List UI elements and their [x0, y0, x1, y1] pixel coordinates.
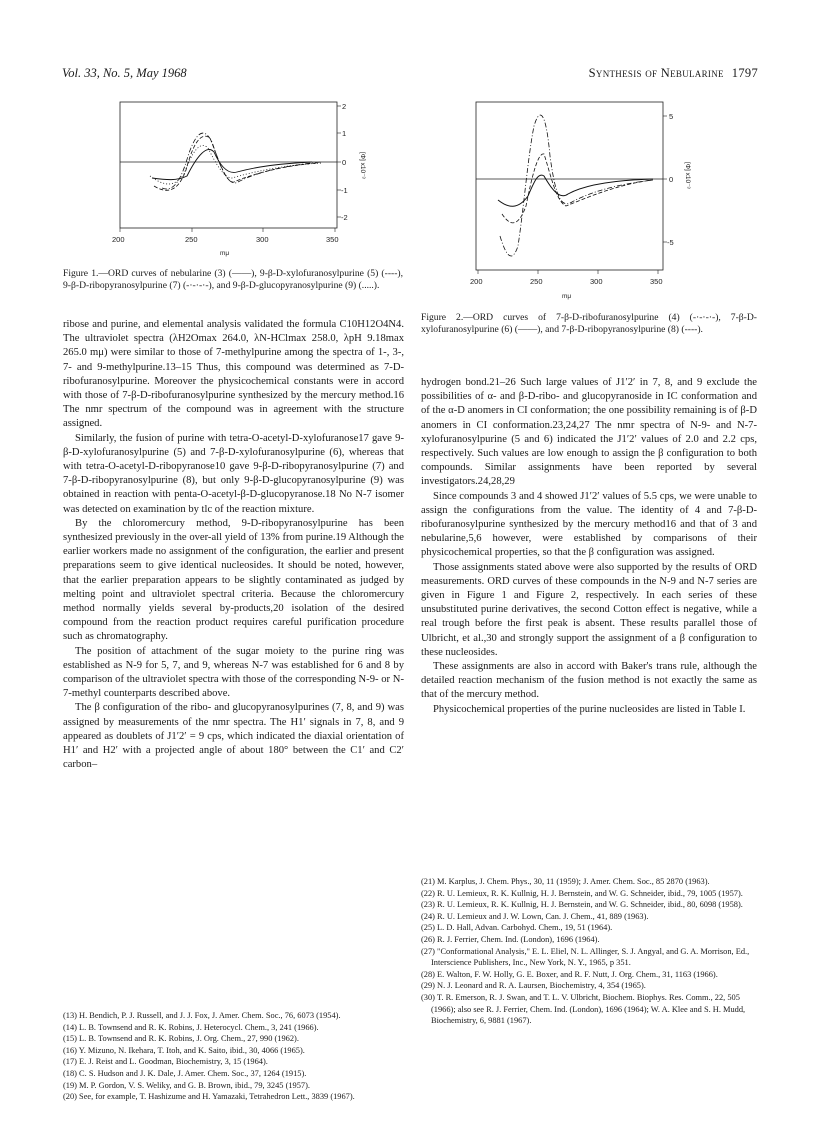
- reference-item: (25) L. D. Hall, Advan. Carbohyd. Chem., 19, 51 (1964).: [421, 923, 613, 933]
- fig1-ytick: 1: [342, 129, 347, 138]
- reference-item: (14) L. B. Townsend and R. K. Robins, J. Heterocycl. Chem., 3, 241 (1966).: [63, 1022, 319, 1032]
- reference-item: (28) E. Walton, F. W. Holly, G. E. Boxer, and R. F. Nutt, J. Org. Chem., 31, 1163 (1966).: [421, 969, 718, 979]
- body-right-column: [421, 376, 757, 717]
- fig1-curve-ribopyranosyl: [162, 133, 322, 189]
- fig2-ytick: -5: [667, 238, 674, 247]
- paragraph: Those assignments stated above were also supported by the results of ORD measurements. ORD curves of these compounds in the N-9 and N-7 series are given in Figure 1 and Figure 2, respectively. In each series of these unsubstituted purine derivatives, the second Cotton effect is negative, while a real trough before the first peak is absent. These results parallel those of Ulbricht, et al.,30 and strongly support the assignment of a β configuration to these nucleosides.: [421, 561, 757, 658]
- paragraph: Physicochemical properties of the purine nucleosides are listed in Table I.: [433, 703, 746, 715]
- reference-item: (17) E. J. Reist and L. Goodman, Biochemistry, 3, 15 (1964).: [63, 1057, 268, 1067]
- fig1-xlabel: mμ: [220, 250, 230, 257]
- fig2-ylabel: [Φ] x10⁻³: [684, 162, 691, 189]
- fig2-xtick: 300: [590, 277, 603, 286]
- reference-item: (23) R. U. Lemieux, R. K. Kullnig, H. J. Bernstein, and W. G. Schneider, ibid., 80, 6098 (1958).: [421, 900, 743, 910]
- fig1-ytick: -1: [341, 186, 348, 195]
- fig1-xtick: 200: [112, 235, 125, 244]
- fig1-curve-nebularine: [152, 149, 312, 179]
- reference-item: (27) "Conformational Analysis," E. L. Eliel, N. L. Allinger, S. J. Angyal, and G. A. Morrison, Ed., Interscience Publishers, Inc., New York, N. Y., 1965, p 351.: [421, 946, 750, 968]
- reference-item: (13) H. Bendich, P. J. Russell, and J. J. Fox, J. Amer. Chem. Soc., 76, 6073 (1954).: [63, 1011, 341, 1020]
- references-right: [421, 876, 757, 1027]
- fig2-curve-xylofuranosyl: [498, 175, 653, 206]
- figure-2-ord-plot: [468, 96, 700, 304]
- reference-item: (30) T. R. Emerson, R. J. Swan, and T. L. V. Ulbricht, Biochem. Biophys. Res. Comm., 22, 505 (1966); also see R. J. Ferrier, Chem. Ind. (London), 1696 (1964); W. A. Klee and S. H. Mudd, Biochemistry, 6, 9881 (1967).: [421, 992, 746, 1026]
- figure-1-caption: Figure 1.—ORD curves of nebularine (3) (——), 9-β-D-xylofuranosylpurine (5) (----), 9-β-D-ribopyranosylpurine (7) (-·-·-·-), and 9-β-D-glucopyranosylpurine (9) (.....).: [63, 268, 403, 292]
- figure-1-ord-plot: [112, 96, 372, 260]
- paragraph: These assignments are also in accord with Baker's trans rule, although the detailed reaction mechanism of the fusion method is not exactly the same as that of the mercury method.: [421, 661, 757, 701]
- fig1-ytick: 0: [342, 158, 347, 167]
- reference-item: (29) N. J. Leonard and R. A. Laursen, Biochemistry, 4, 354 (1965).: [421, 981, 646, 991]
- page-number: 1797: [731, 66, 758, 80]
- fig1-ytick: 2: [342, 102, 347, 111]
- paragraph: By the chloromercury method, 9-D-ribopyranosylpurine has been synthesized previously in the over-all yield of 13% from purine.19 Although the earlier workers made no assignment of the configuration, the earlier and present preparations seem to give identical nucleosides. It should be noted, however, that the earlier preparation appears to be slightly contaminated as judged by melting point and ultraviolet spectral criteria. Because the chloromercury method normally yields several by-products,20 isolation of the desired compound from the reaction product requires careful purification procedure such as chromatography.: [63, 517, 404, 643]
- fig2-ytick: 0: [669, 175, 674, 184]
- fig1-xtick: 250: [185, 235, 198, 244]
- reference-item: (26) R. J. Ferrier, Chem. Ind. (London), 1696 (1964).: [421, 934, 600, 944]
- fig1-ylabel: [Φ] x10⁻³: [359, 152, 366, 179]
- body-left-column: [63, 318, 404, 773]
- paragraph: The β configuration of the ribo- and glucopyranosylpurines (7, 8, and 9) was assigned by measurements of the nmr spectra. The H1′ signals in 7, 8, and 9 appeared as doublets of J1′2′ = 9 cps, which indicated the diaxial orientation of H1′ and H2′ with a projected angle of about 180° between the C1′ and C2′ carbon–: [63, 702, 404, 771]
- fig1-xtick: 350: [326, 235, 339, 244]
- fig2-curve-ribofuranosyl: [500, 115, 653, 256]
- reference-item: (20) See, for example, T. Hashizume and H. Yamazaki, Tetrahedron Lett., 3839 (1967).: [63, 1092, 355, 1102]
- reference-item: (16) Y. Mizuno, N. Ikehara, T. Itoh, and K. Saito, ibid., 30, 4066 (1965).: [63, 1045, 305, 1055]
- paragraph: ribose and purine, and elemental analysis validated the formula C10H12O4N4. The ultraviolet spectra (λH2Omax 264.0, λN-HClmax 258.0, λpH 9.18max 265.0 mμ) were similar to those of 7-methylpurine among the spectra of 1-, 3-, 7- and 9-methylpurine.13–15 Thus, this compound was determined as 7-D-ribofuranosylpurine. Moreover the physicochemical constants were in accord with those of 7-β-D-ribofuranosylpurine synthesized by the mercury method.16 The nmr spectrum of the compound was in agreement with the structure assigned.: [63, 319, 404, 430]
- running-header-title: [589, 66, 758, 81]
- figure-2-caption: Figure 2.—ORD curves of 7-β-D-ribofuranosylpurine (4) (-·-·-·-), 7-β-D-xylofuranosylpurine (6) (——), and 7-β-D-ribopyranosylpurine (8) (----).: [421, 312, 757, 336]
- fig2-xtick: 250: [530, 277, 543, 286]
- fig2-xlabel: mμ: [562, 293, 572, 300]
- references-left: [63, 1010, 404, 1103]
- reference-item: (22) R. U. Lemieux, R. K. Kullnig, H. J. Bernstein, and W. G. Schneider, ibid., 79, 1005 (1957).: [421, 888, 743, 898]
- paragraph: hydrogen bond.21–26 Such large values of J1′2′ in 7, 8, and 9 exclude the possibilities of α- and β-D-ribo- and glucopyranoside in IC conformation and of the α-D anomers in CI conformation; the one possibility remaining is of β-D anomers in CI conformation.23,24,27 The nmr spectra of N-9- and N-7-xylofuranosylpurine (5 and 6) indicated the J1′2′ values of 2.0 and 2.2 cps, respectively. Such values are low enough to assign the β configuration to both compounds. Similar assignments have been reported by several investigators.24,28,29: [421, 377, 757, 488]
- reference-item: (18) C. S. Hudson and J. K. Dale, J. Amer. Chem. Soc., 37, 1264 (1915).: [63, 1068, 307, 1078]
- reference-item: (21) M. Karplus, J. Chem. Phys., 30, 11 (1959); J. Amer. Chem. Soc., 85 2870 (1963).: [421, 877, 710, 886]
- paragraph: The position of attachment of the sugar moiety to the purine ring was established as N-9 for 5, 7, and 9, whereas N-7 was established for 6 and 8 by comparison of the ultraviolet spectra with those of the corresponding N-9- or N-7-methyl counterparts described above.: [63, 645, 404, 700]
- paragraph: Since compounds 3 and 4 showed J1′2′ values of 5.5 cps, we were unable to assign the configurations from the value. The identity of 4 and 7-β-D-ribofuranosylpurine synthesized by the mercury method16 and that of 3 and nebularine,5,6 however, were established by comparisons of their physicochemical properties, so that the β configuration was assigned.: [421, 490, 757, 559]
- fig1-ytick: -2: [341, 213, 348, 222]
- paragraph: Similarly, the fusion of purine with tetra-O-acetyl-D-xylofuranose17 gave 9-β-D-xylofuranosylpurine (5) and 7-β-D-xylofuranosylpurine (6), whereas that with tetra-O-acetyl-D-ribopyranose10 gave 9-β-D-ribopyranosylpurine (7) and 7-β-D-ribopyranosylpurine (8), but only 9-β-D-glucopyranosylpurine (9) was obtained in reaction with penta-O-acetyl-β-D-glucopyranose.18 No N-7 isomer was detected on examination by tlc of the reaction mixture.: [63, 432, 404, 515]
- reference-item: (24) R. U. Lemieux and J. W. Lown, Can. J. Chem., 41, 889 (1963).: [421, 911, 649, 921]
- fig2-curve-ribopyranosyl: [502, 154, 653, 223]
- fig2-xtick: 350: [650, 277, 663, 286]
- reference-item: (19) M. P. Gordon, V. S. Weliky, and G. B. Brown, ibid., 79, 3245 (1957).: [63, 1080, 311, 1090]
- fig2-xtick: 200: [470, 277, 483, 286]
- running-header-volume: Vol. 33, No. 5, May 1968: [62, 66, 187, 80]
- fig1-xtick: 300: [256, 235, 269, 244]
- fig2-ytick: 5: [669, 112, 674, 121]
- reference-item: (15) L. B. Townsend and R. K. Robins, J. Org. Chem., 27, 990 (1962).: [63, 1034, 299, 1044]
- running-title: Synthesis of Nebularine: [588, 66, 724, 80]
